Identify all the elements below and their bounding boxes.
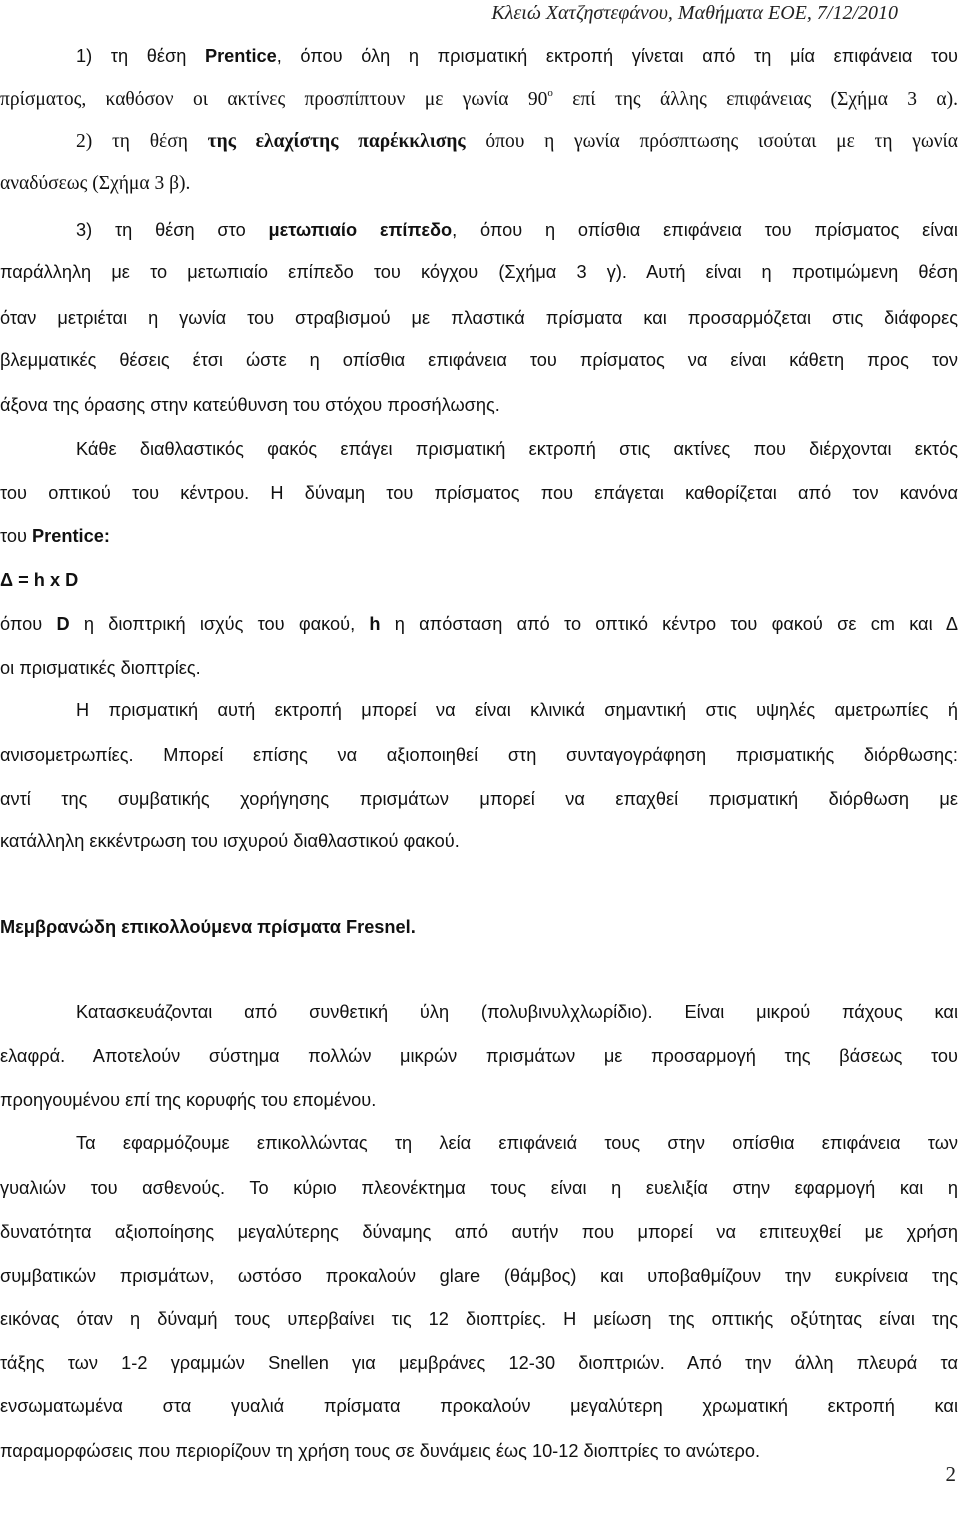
text-run: όπου η γωνία πρόσπτωσης ισούται με τη γωνία bbox=[465, 131, 958, 152]
running-header: Κλειώ Χατζηστεφάνου, Μαθήματα ΕΟΕ, 7/12/2010 bbox=[491, 2, 898, 24]
paragraph-line: οι πρισματικές διοπτρίες. bbox=[0, 658, 201, 678]
text-run: 2) τη θέση bbox=[76, 131, 208, 152]
bold-term: μετωπιαίο επίπεδο bbox=[268, 220, 453, 240]
paragraph-line: όταν μετριέται η γωνία του στραβισμού με πλαστικά πρίσματα και προσαρμόζεται στις διάφορες bbox=[0, 308, 958, 328]
paragraph-line: αντί της συμβατικής χορήγησης πρισμάτων μπορεί να επαχθεί πρισματική διόρθωση με bbox=[0, 789, 958, 809]
paragraph-line: βλεμματικές θέσεις έτσι ώστε η οπίσθια επιφάνεια του πρίσματος να είναι κάθετη προς τον bbox=[0, 350, 958, 370]
bold-term: Prentice bbox=[204, 46, 277, 66]
paragraph-line: Η πρισματική αυτή εκτροπή μπορεί να είναι κλινικά σημαντική στις υψηλές αμετρωπίες ή bbox=[76, 700, 958, 720]
formula-line bbox=[0, 568, 958, 592]
paragraph-line: συμβατικών πρισμάτων, ωστόσο προκαλούν glare (θάμβος) και υποβαθμίζουν την ευκρίνεια της bbox=[0, 1266, 958, 1286]
paragraph-line: Τα εφαρμόζουμε επικολλώντας τη λεία επιφάνειά τους στην οπίσθια επιφάνεια των bbox=[76, 1133, 958, 1153]
paragraph-line: αναδύσεως (Σχήμα 3 β). bbox=[0, 173, 191, 194]
section-heading bbox=[0, 915, 958, 939]
text-run: η διοπτρική ισχύς του φακού, bbox=[69, 614, 370, 634]
text-run: όπου bbox=[0, 614, 57, 634]
bold-term: Δ = h x D bbox=[0, 570, 79, 590]
bold-term: Prentice: bbox=[32, 526, 110, 546]
paragraph-line: εικόνας όταν η δύναμή τους υπερβαίνει τις 12 διοπτρίες. Η μείωση της οπτικής οξύτητας είναι της bbox=[0, 1309, 958, 1329]
text-run: , όπου η οπίσθια επιφάνεια του πρίσματος είναι bbox=[452, 220, 958, 240]
paragraph-line: παράλληλη με το μετωπιαίο επίπεδο του κόγχου (Σχήμα 3 γ). Αυτή είναι η προτιμώμενη θέση bbox=[0, 262, 958, 282]
text-run: πρίσματος, καθόσον οι ακτίνες προσπίπτουν με γωνία 90 bbox=[0, 89, 548, 110]
bold-term: D bbox=[56, 614, 70, 634]
paragraph-line: Κατασκευάζονται από συνθετική ύλη (πολυβινυλχλωρίδιο). Είναι μικρού πάχους και bbox=[76, 1002, 958, 1022]
paragraph-line bbox=[0, 88, 958, 112]
page-number: 2 bbox=[945, 1462, 956, 1486]
text-run: του bbox=[0, 526, 33, 546]
paragraph-line bbox=[0, 524, 958, 548]
text-run: , όπου όλη η πρισματική εκτροπή γίνεται από τη μία επιφάνεια του bbox=[276, 46, 959, 66]
paragraph-line: άξονα της όρασης στην κατεύθυνση του στόχου προσήλωσης. bbox=[0, 395, 500, 415]
bold-term: της ελαχίστης παρέκκλισης bbox=[207, 131, 466, 152]
bold-term: Μεμβρανώδη επικολλούμενα πρίσματα Fresnel. bbox=[0, 917, 416, 937]
text-run: η απόσταση από το οπτικό κέντρο του φακού σε cm και Δ bbox=[380, 614, 959, 634]
paragraph-line: γυαλιών του ασθενούς. Το κύριο πλεονέκτημα τους είναι η ευελιξία στην εφαρμογή και η bbox=[0, 1178, 958, 1198]
paragraph-line bbox=[0, 130, 958, 154]
paragraph-line: Κάθε διαθλαστικός φακός επάγει πρισματική εκτροπή στις ακτίνες που διέρχονται εκτός bbox=[76, 439, 958, 459]
paragraph-line: δυνατότητα αξιοποίησης μεγαλύτερης δύναμης από αυτήν που μπορεί να επιτευχθεί με χρήση bbox=[0, 1222, 958, 1242]
text-run: 1) τη θέση bbox=[76, 46, 205, 66]
bold-term: h bbox=[369, 614, 381, 634]
paragraph-line: ανισομετρωπίες. Μπορεί επίσης να αξιοποιηθεί στη συνταγογράφηση πρισματικής διόρθωσης: bbox=[0, 745, 958, 765]
text-run: επί της άλλης επιφάνειας (Σχήμα 3 α). bbox=[552, 89, 958, 110]
paragraph-line: του οπτικού του κέντρου. Η δύναμη του πρίσματος που επάγεται καθορίζεται από τον κανόνα bbox=[0, 483, 958, 503]
text-run: 3) τη θέση στο bbox=[76, 220, 269, 240]
paragraph-line: παραμορφώσεις που περιορίζουν τη χρήση τους σε δυνάμεις έως 10-12 διοπτρίες το ανώτερο. bbox=[0, 1441, 761, 1461]
paragraph-line: ελαφρά. Αποτελούν σύστημα πολλών μικρών πρισμάτων με προσαρμογή της βάσεως του bbox=[0, 1046, 958, 1066]
paragraph-line: ενσωματωμένα στα γυαλιά πρίσματα προκαλούν μεγαλύτερη χρωματική εκτροπή και bbox=[0, 1396, 958, 1416]
paragraph-line bbox=[0, 218, 958, 242]
paragraph-line: τάξης των 1-2 γραμμών Snellen για μεμβράνες 12-30 διοπτριών. Από την άλλη πλευρά τα bbox=[0, 1353, 958, 1373]
paragraph-line bbox=[0, 44, 958, 68]
paragraph-line bbox=[0, 612, 958, 636]
paragraph-line: κατάλληλη εκκέντρωση του ισχυρού διαθλαστικού φακού. bbox=[0, 831, 460, 851]
superscript: ο bbox=[547, 87, 553, 99]
paragraph-line: προηγουμένου επί της κορυφής του επομένου. bbox=[0, 1090, 377, 1110]
